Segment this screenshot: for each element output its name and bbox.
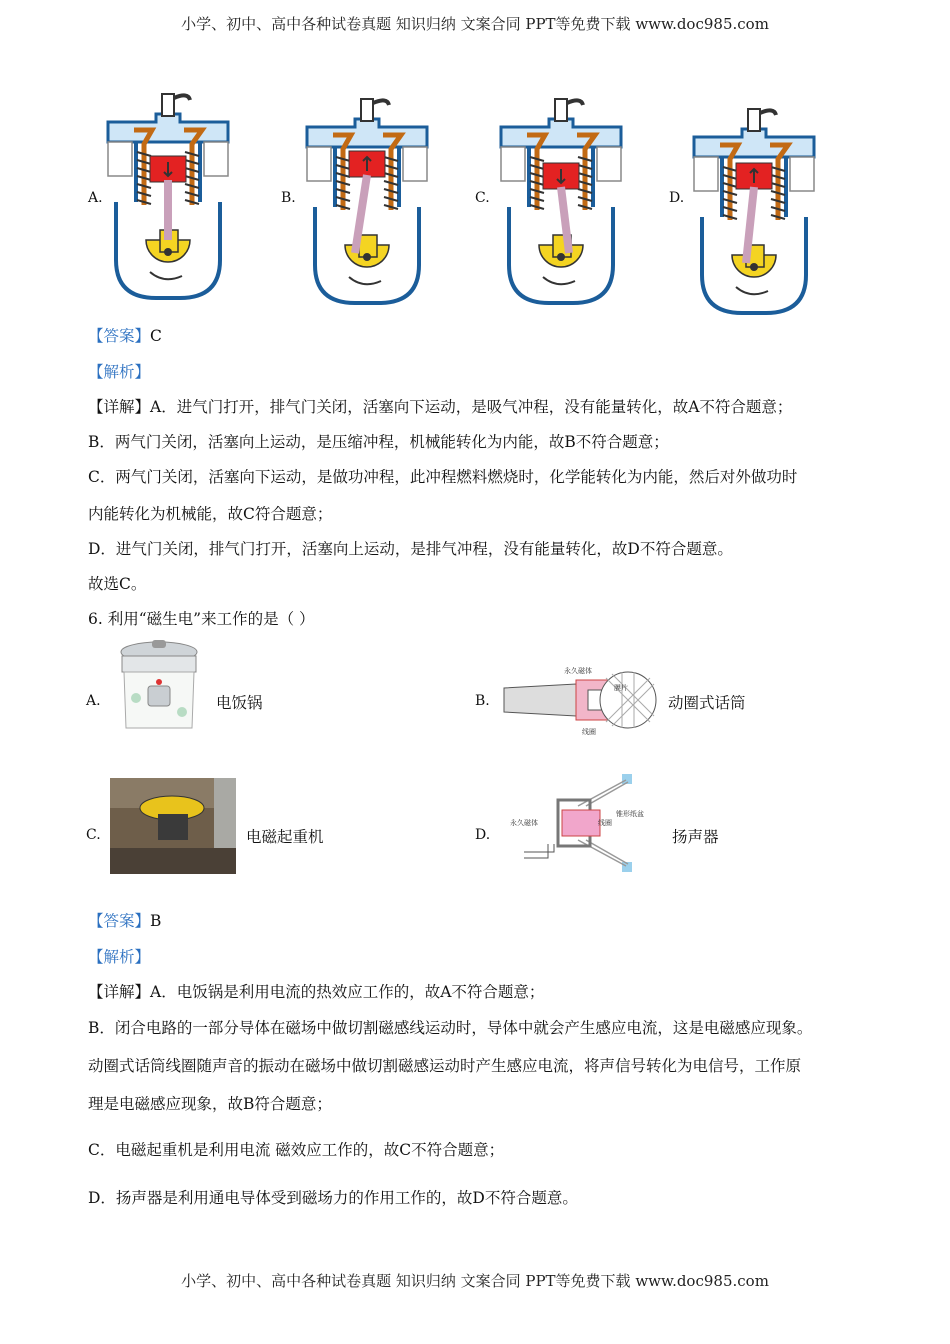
page-header: 小学、初中、高中各种试卷真题 知识归纳 文案合同 PPT等免费下载 www.doc985.com (181, 15, 769, 33)
q6-option-c-label: C. (86, 827, 101, 843)
img-label-coil: 线圈 (582, 728, 596, 736)
microphone-diagram (502, 660, 660, 740)
engine-diagram-a (104, 90, 234, 302)
engine-diagram-b (303, 95, 433, 307)
q5-detail-line-1: B．两气门关闭，活塞向上运动，是压缩冲程，机械能转化为内能，故B不符合题意； (88, 433, 669, 451)
q6-option-a-caption: 电饭锅 (216, 694, 263, 712)
q6-detail-line-2: 动圈式话筒线圈随声音的振动在磁场中做切割磁感运动时产生感应电流，将声信号转化为电信号，工作原 (88, 1057, 802, 1075)
q5-detail-line-0: 【详解】A．进气门打开，排气门关闭，活塞向下运动，是吸气冲程，没有能量转化，故A不符合题意； (88, 398, 793, 416)
img-label-diaphragm: 膜片 (614, 684, 628, 692)
option-c-label: C. (475, 190, 490, 206)
q6-option-a-label: A. (86, 693, 101, 709)
q6-question: 6. 利用“磁生电”来工作的是（ ） (88, 610, 315, 628)
img-label-coil-d: 线圈 (598, 819, 612, 827)
q6-analysis-label: 【解析】 (88, 948, 151, 966)
q6-option-b-caption: 动圈式话筒 (668, 694, 746, 712)
rice-cooker-image (112, 638, 206, 736)
q6-detail-line-0: 【详解】A．电饭锅是利用电流的热效应工作的，故A不符合题意； (88, 983, 545, 1001)
q6-option-d-caption: 扬声器 (672, 828, 719, 846)
electromagnetic-crane-photo (110, 778, 236, 874)
engine-diagram-d (690, 105, 820, 317)
q6-option-d-label: D. (475, 827, 491, 843)
q5-detail-line-2: C．两气门关闭，活塞向下运动，是做功冲程，此冲程燃料燃烧时，化学能转化为内能，然后对外做功时 (88, 468, 798, 486)
option-b-label: B. (281, 190, 296, 206)
q6-detail-line-5: D．扬声器是利用通电导体受到磁场力的作用工作的，故D不符合题意。 (88, 1189, 578, 1207)
q6-option-c-caption: 电磁起重机 (246, 828, 324, 846)
img-label-magnet-d: 永久磁体 (510, 819, 538, 827)
q5-detail-line-3: 内能转化为机械能，故C符合题意； (88, 505, 333, 523)
q5-detail-line-5: 故选C。 (88, 575, 147, 593)
option-a-label: A. (88, 190, 103, 206)
q6-detail-line-4: C．电磁起重机是利用电流 磁效应工作的，故C不符合题意； (88, 1141, 505, 1159)
img-label-cone: 锥形纸盆 (616, 810, 644, 818)
q6-detail-line-3: 理是电磁感应现象，故B符合题意； (88, 1095, 332, 1113)
q5-analysis-label: 【解析】 (88, 363, 151, 381)
q5-answer: 【答案】C (88, 327, 162, 345)
engine-diagram-c (497, 95, 627, 307)
loudspeaker-diagram (502, 772, 662, 874)
q6-detail-line-1: B．闭合电路的一部分导体在磁场中做切割磁感线运动时，导体中就会产生感应电流，这是电磁感应现象。 (88, 1019, 813, 1037)
q6-answer: 【答案】B (88, 912, 162, 930)
option-d-label: D. (669, 190, 685, 206)
img-label-magnet: 永久磁体 (564, 667, 592, 675)
page-footer: 小学、初中、高中各种试卷真题 知识归纳 文案合同 PPT等免费下载 www.doc985.com (181, 1272, 769, 1290)
q5-detail-line-4: D．进气门关闭，排气门打开，活塞向上运动，是排气冲程，没有能量转化，故D不符合题意。 (88, 540, 733, 558)
q6-option-b-label: B. (475, 693, 490, 709)
